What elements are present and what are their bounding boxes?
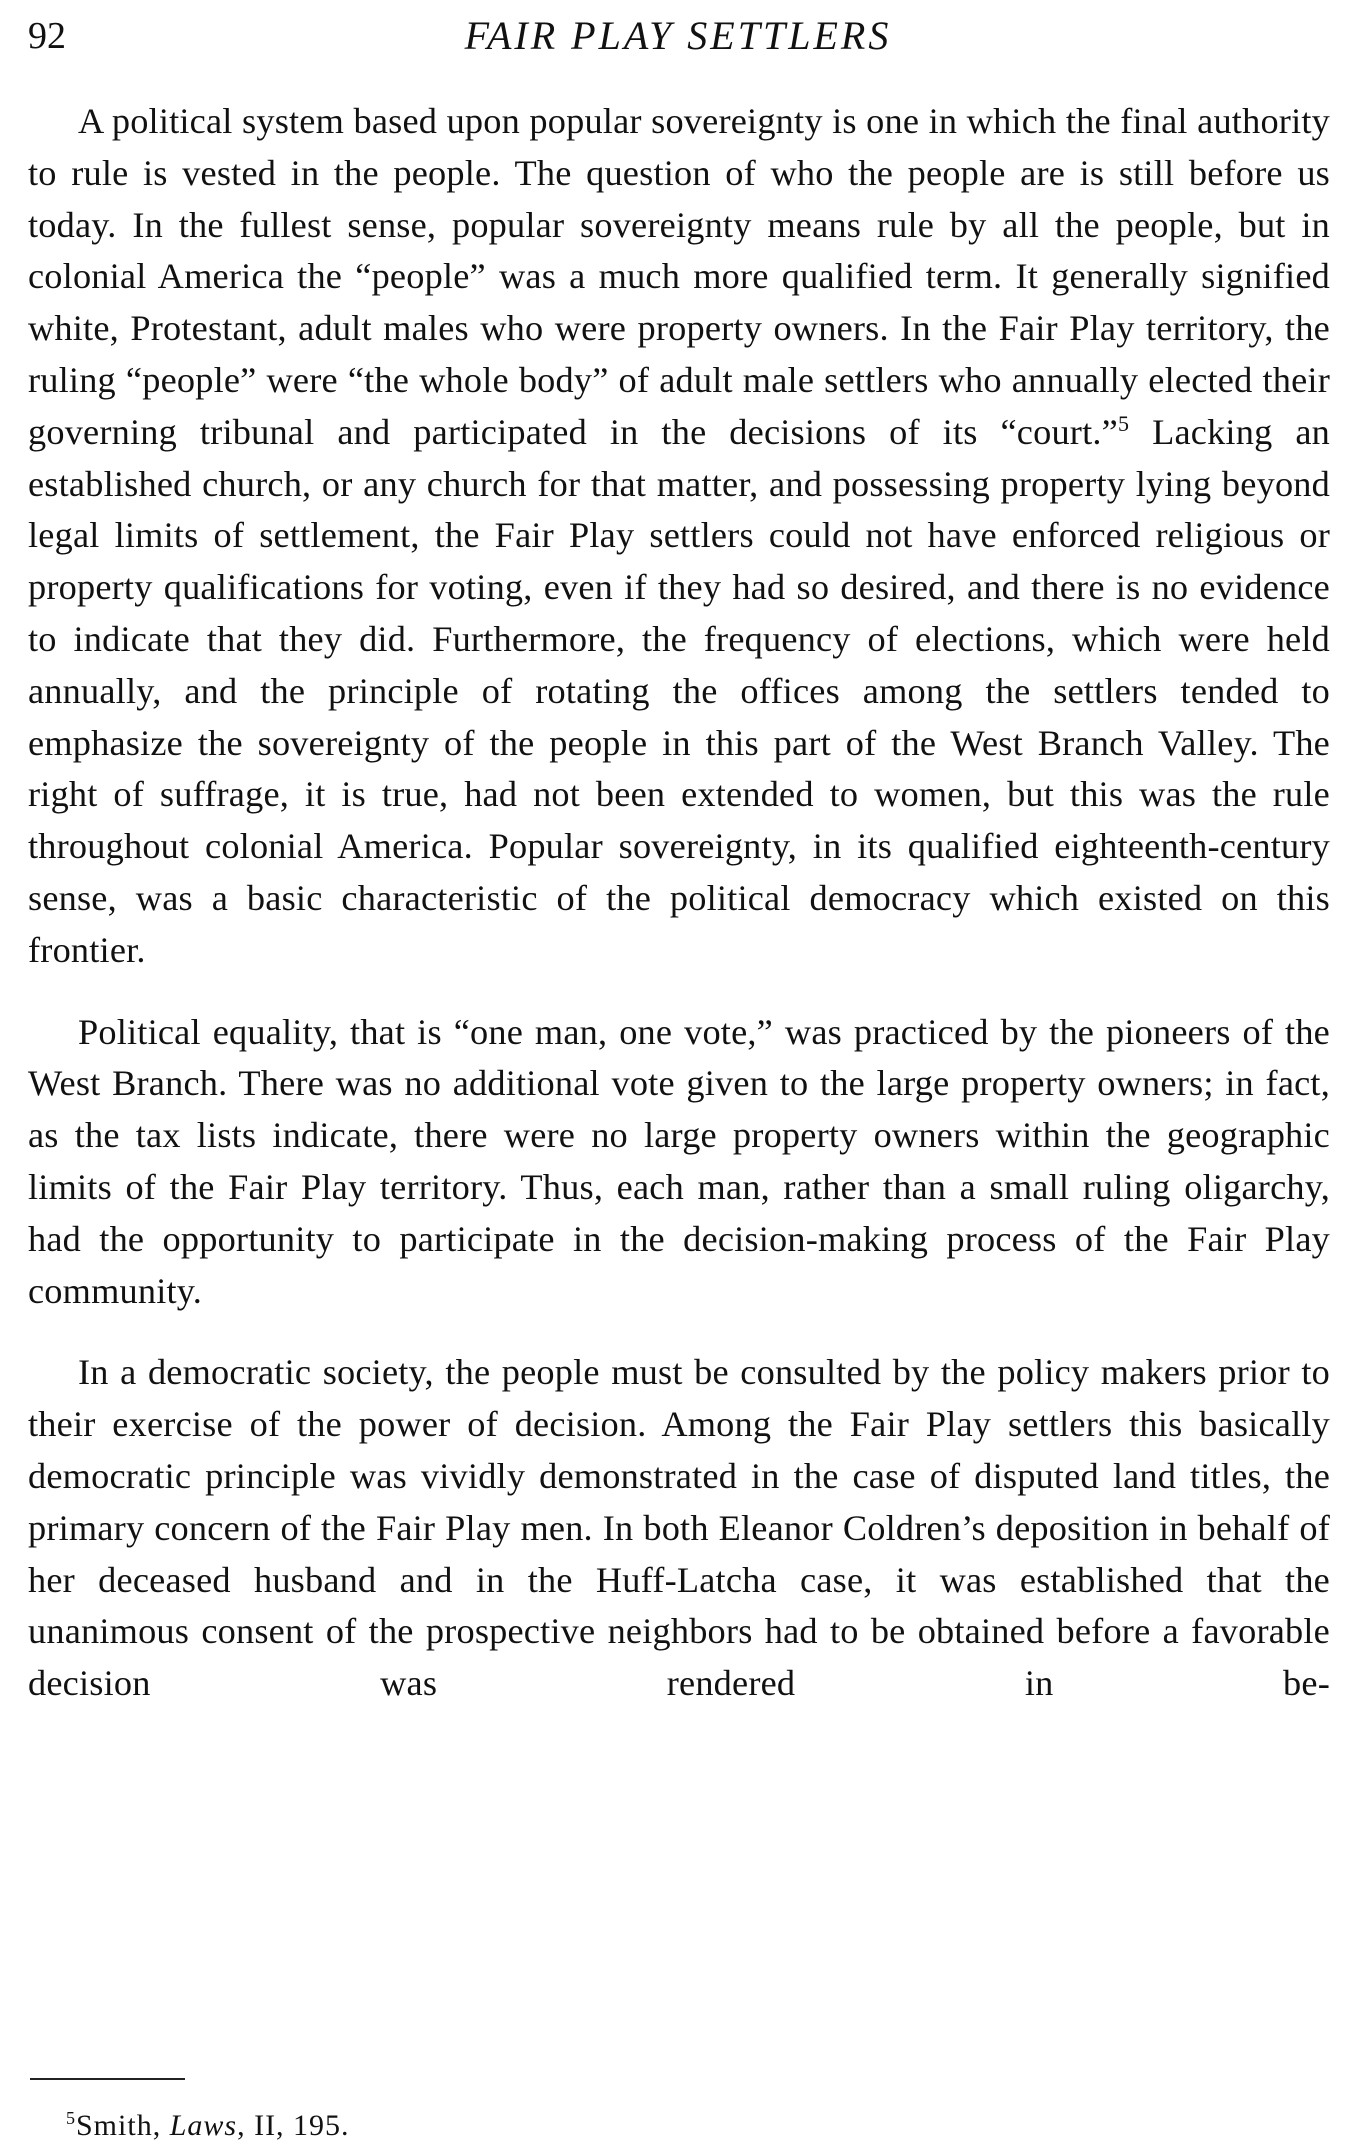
- footnote-number: 5: [66, 2108, 76, 2128]
- footnote: [66, 2098, 350, 2146]
- footnote-divider: [30, 2078, 185, 2080]
- page-header: [28, 8, 1328, 64]
- paragraph-1-text-continued: Lacking an established church, or any church for that matter, and possessing property lying beyond legal limits of settlement, the Fair Play settlers could not have enforced religious or property qualifications for voting, even if they had so desired, and there is no evidence to indicate that they did. Furthermore, the frequency of elections, which were held annually, and the principle of rotating the offices among the settlers tended to emphasize the sovereignty of the people in this part of the West Branch Valley. The right of suffrage, it is true, had not been extended to women, but this was the rule throughout colonial America. Popular sovereignty, in its qualified eighteenth-century sense, was a basic characteristic of the political democracy which existed on this frontier.: [28, 411, 1330, 970]
- paragraph-1-text: A political system based upon popular sovereignty is one in which the final authority to rule is vested in the people. The question of who the people are is still before us today. In the fullest sense, popular sovereignty means rule by all the people, but in colonial America the “people” was a much more qualified term. It generally signified white, Protestant, adult males who were property owners. In the Fair Play territory, the ruling “people” were “the whole body” of adult male settlers who annually elected their governing tribunal and participated in the decisions of its “court.”: [28, 101, 1330, 452]
- paragraph-2: Political equality, that is “one man, one vote,” was practiced by the pioneers of the West Branch. There was no additional vote given to the large property owners; in fact, as the tax lists indicate, there were no large property owners within the geographic limits of the Fair Play territory. Thus, each man, rather than a small ruling oligarchy, had the opportunity to participate in the decision-making process of the Fair Play community.: [28, 1011, 1330, 1311]
- footnote-author: Smith,: [76, 2109, 170, 2142]
- footnote-reference: , II, 195.: [237, 2109, 350, 2142]
- paragraph-3: In a democratic society, the people must be consulted by the policy makers prior to their exercise of the power of decision. Among the Fair Play settlers this basically democratic principle was vividly demonstrated in the case of disputed land titles, the primary concern of the Fair Play men. In both Eleanor Coldren’s deposition in behalf of her deceased husband and in the Huff-Latcha case, it was established that the unanimous consent of the prospective neighbors had to be obtained before a favorable decision was rendered in be-: [28, 1352, 1330, 1704]
- running-head: FAIR PLAY SETTLERS: [464, 13, 892, 58]
- paragraph-1: [28, 96, 1330, 977]
- footnote-ref-5: 5: [1117, 410, 1130, 436]
- footnote-title: Laws: [169, 2109, 238, 2142]
- page-number: 92: [28, 15, 66, 57]
- body-text: [28, 96, 1330, 1710]
